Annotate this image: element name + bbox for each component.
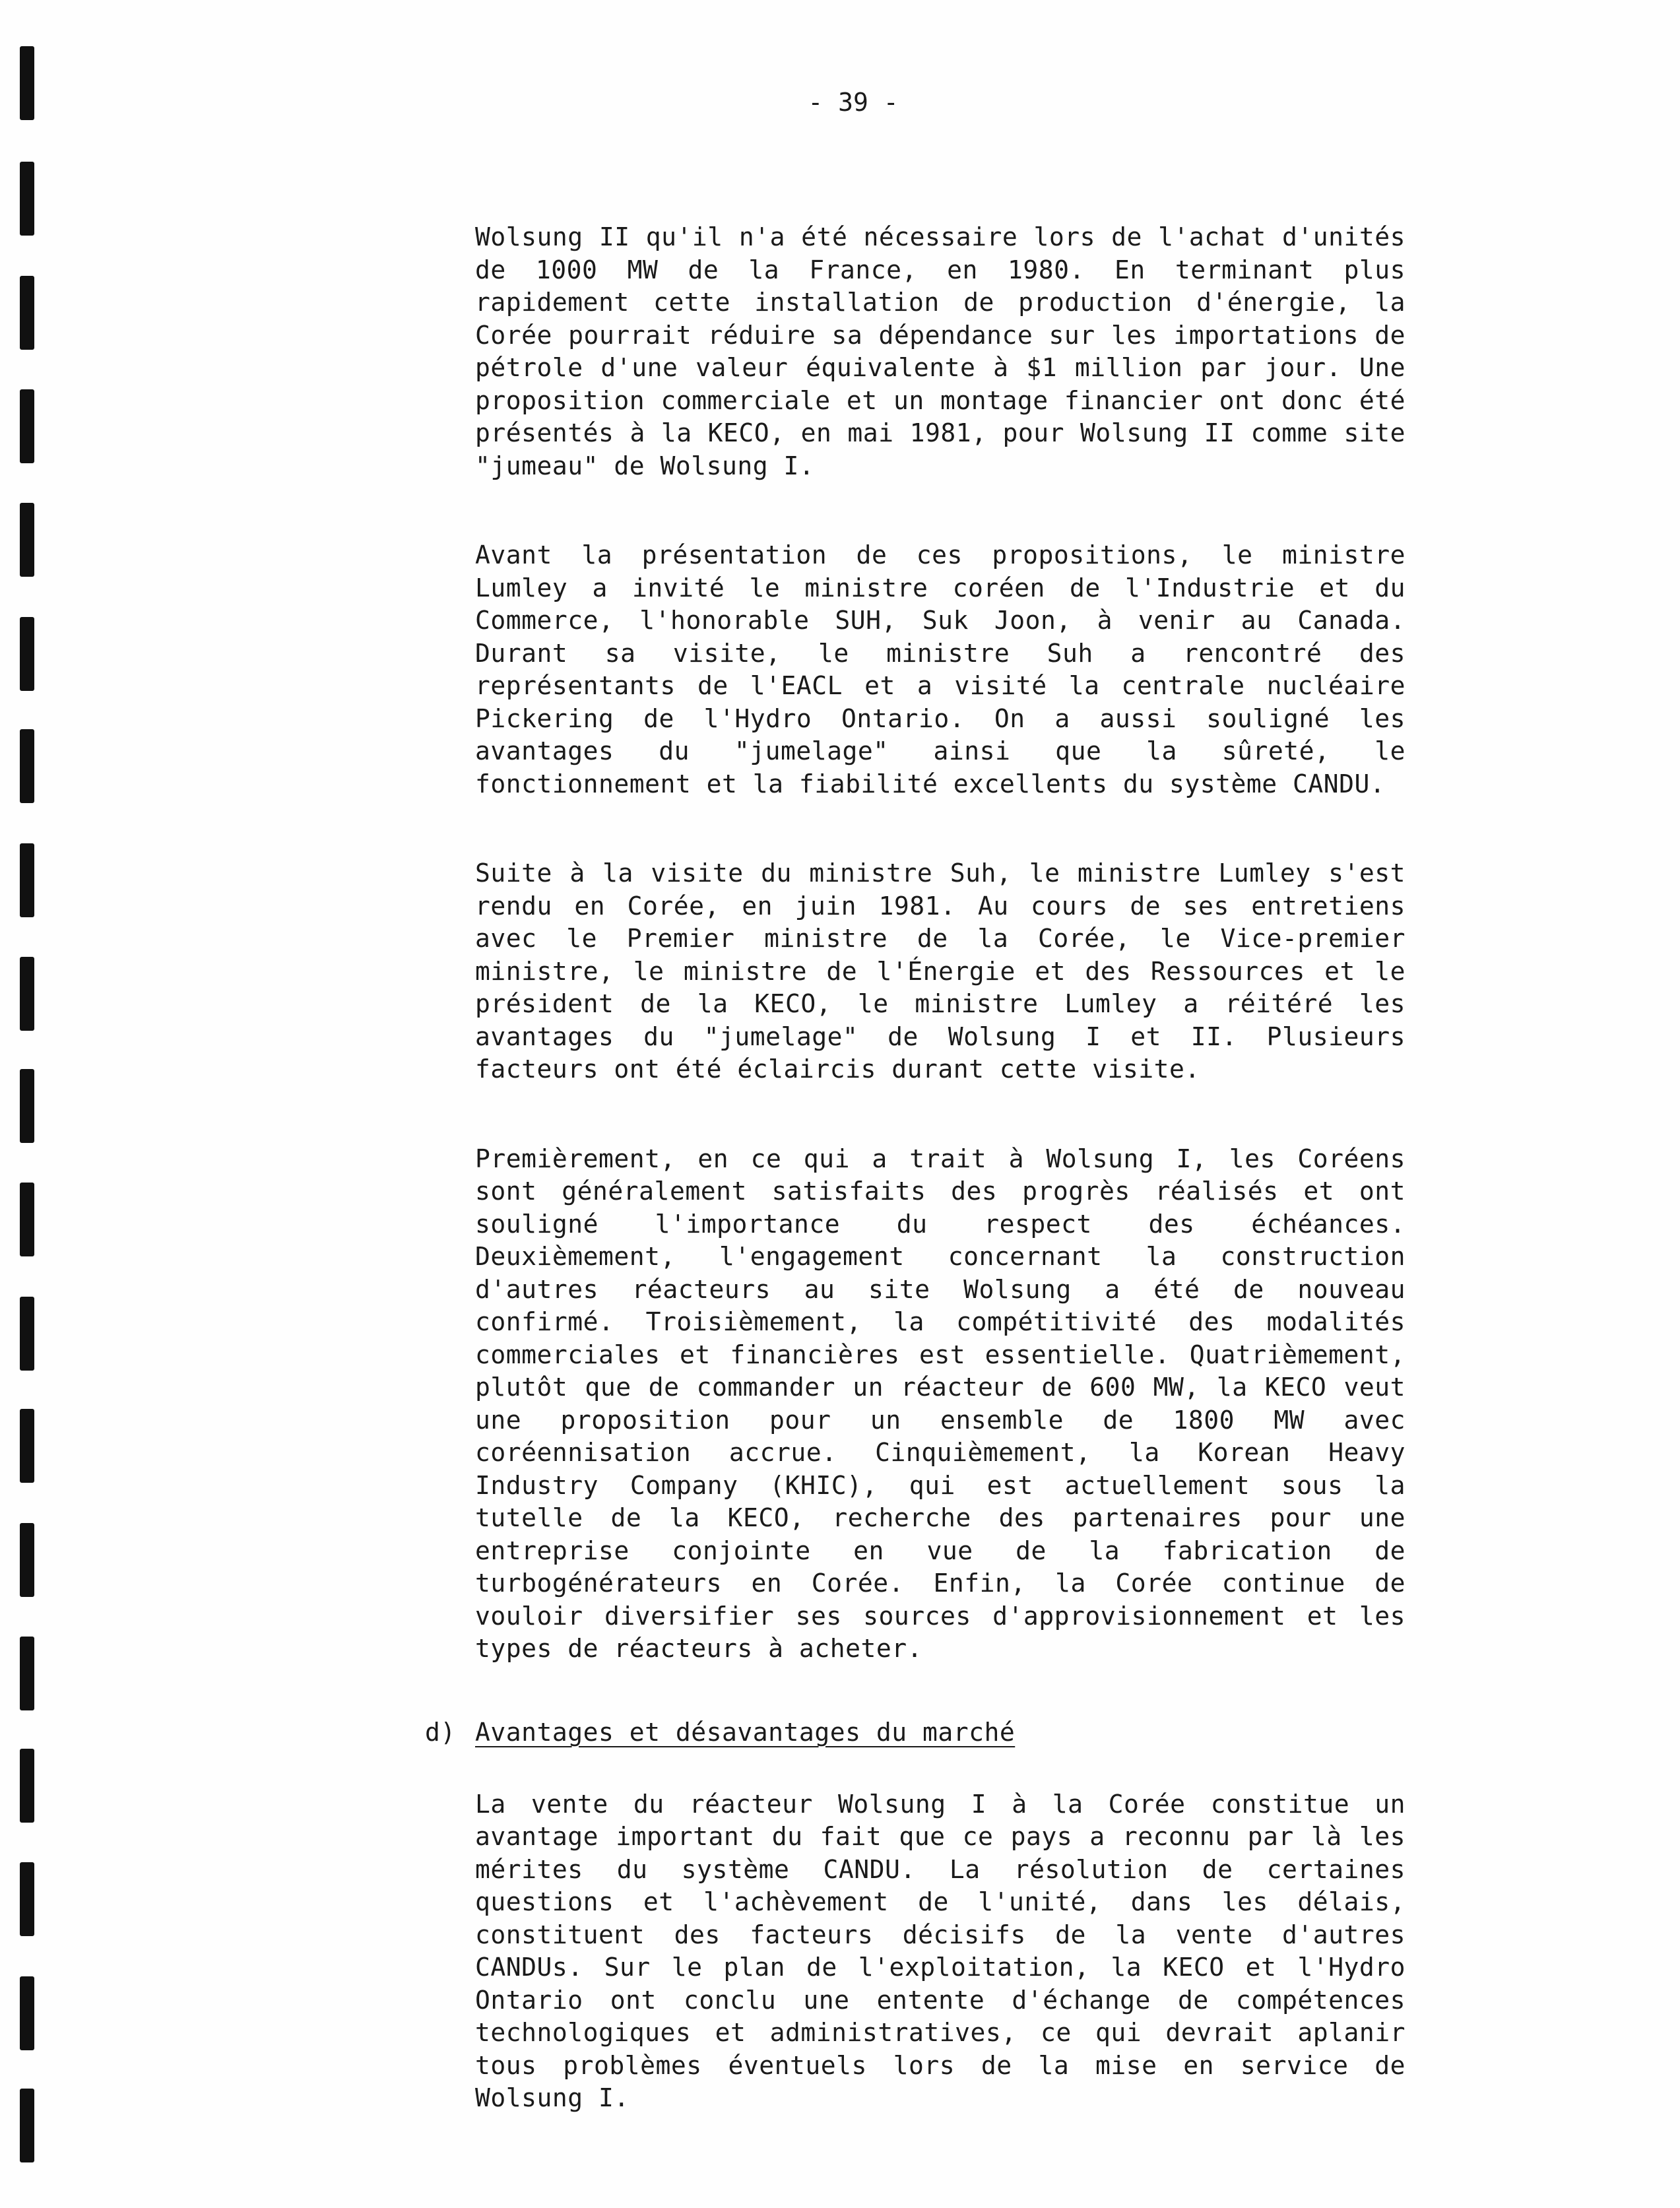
paragraph: Wolsung II qu'il n'a été nécessaire lors de l'achat d'unités de 1000 MW de la France, en 1980. En terminant plus rapidement cette installation de production d'énergie, la Corée pourrait réduire sa dépendance sur les importations de pétrole d'une valeur équivalente à $1 million par jour. Une proposition commerciale et un montage financier ont donc été présentés à la KECO, en mai 1981, pour Wolsung II comme site "jumeau" de Wolsung I. (475, 222, 1405, 480)
binder-mark (20, 1637, 34, 1710)
binder-mark (20, 389, 34, 463)
paragraph: Suite à la visite du ministre Suh, le ministre Lumley s'est rendu en Corée, en juin 1981. Au cours de ses entretiens avec le Premier ministre de la Corée, le Vice-premier ministre, le ministre de l'Énergie et des Ressources et le président de la KECO, le ministre Lumley a réitéré les avantages du "jumelage" de Wolsung I et II. Plusieurs facteurs ont été éclaircis durant cette visite. (475, 859, 1405, 1084)
paragraph: Avant la présentation de ces propositions, le ministre Lumley a invité le ministre coréen de l'Industrie et du Commerce, l'honorable SUH, Suk Joon, à venir au Canada. Durant sa visite, le ministre Suh a rencontré des représentants de l'EACL et a visité la centrale nucléaire Pickering de l'Hydro Ontario. On a aussi souligné les avantages du "jumelage" ainsi que la sûreté, le fonctionnement et la fiabilité excellents du système CANDU. (475, 540, 1405, 798)
binder-mark (20, 1409, 34, 1483)
binder-mark (20, 1069, 34, 1143)
body-text (425, 221, 1405, 2172)
binder-mark (20, 957, 34, 1031)
binder-mark (20, 843, 34, 917)
binder-mark (20, 162, 34, 236)
binder-mark (20, 1297, 34, 1371)
binder-mark (20, 729, 34, 803)
section-marker: d) (425, 1717, 456, 1747)
binder-mark (20, 276, 34, 350)
binder-mark (20, 503, 34, 577)
binder-mark (20, 1523, 34, 1597)
binder-mark (20, 2089, 34, 2162)
paragraph: La vente du réacteur Wolsung I à la Corée constitue un avantage important du fait que ce pays a reconnu par là les mérites du système CANDU. La résolution de certaines questions et l'achèvement de l'unité, dans les délais, constituent des facteurs décisifs de la vente d'autres CANDUs. Sur le plan de l'exploitation, la KECO et l'Hydro Ontario ont conclu une entente d'échange de compétences technologiques et administratives, ce qui devrait aplanir tous problèmes éventuels lors de la mise en service de Wolsung I. (475, 1789, 1405, 2112)
section-heading (425, 1716, 1405, 1749)
page-number: - 39 - (808, 88, 899, 117)
binder-mark (20, 1976, 34, 2050)
binder-mark (20, 1749, 34, 1823)
binder-mark (20, 1862, 34, 1936)
binder-mark (20, 1183, 34, 1256)
section-title: Avantages et désavantages du marché (475, 1717, 1016, 1747)
binder-hole-strip (0, 0, 53, 2208)
binder-mark (20, 617, 34, 691)
paragraph: Premièrement, en ce qui a trait à Wolsung I, les Coréens sont généralement satisfaits des progrès réalisés et ont souligné l'importance du respect des échéances. Deuxièmement, l'engagement concernant la construction d'autres réacteurs au site Wolsung a été de nouveau confirmé. Troisièmement, la compétitivité des modalités commerciales et financières est essentielle. Quatrièmement, plutôt que de commander un réacteur de 600 MW, la KECO veut une proposition pour un ensemble de 1800 MW avec coréennisation accrue. Cinquièmement, la Korean Heavy Industry Company (KHIC), qui est actuellement sous la tutelle de la KECO, recherche des partenaires pour une entreprise conjointe en vue de la fabrication de turbogénérateurs en Corée. Enfin, la Corée continue de vouloir diversifier ses sources d'approvisionnement et les types de réacteurs à acheter. (475, 1144, 1405, 1663)
